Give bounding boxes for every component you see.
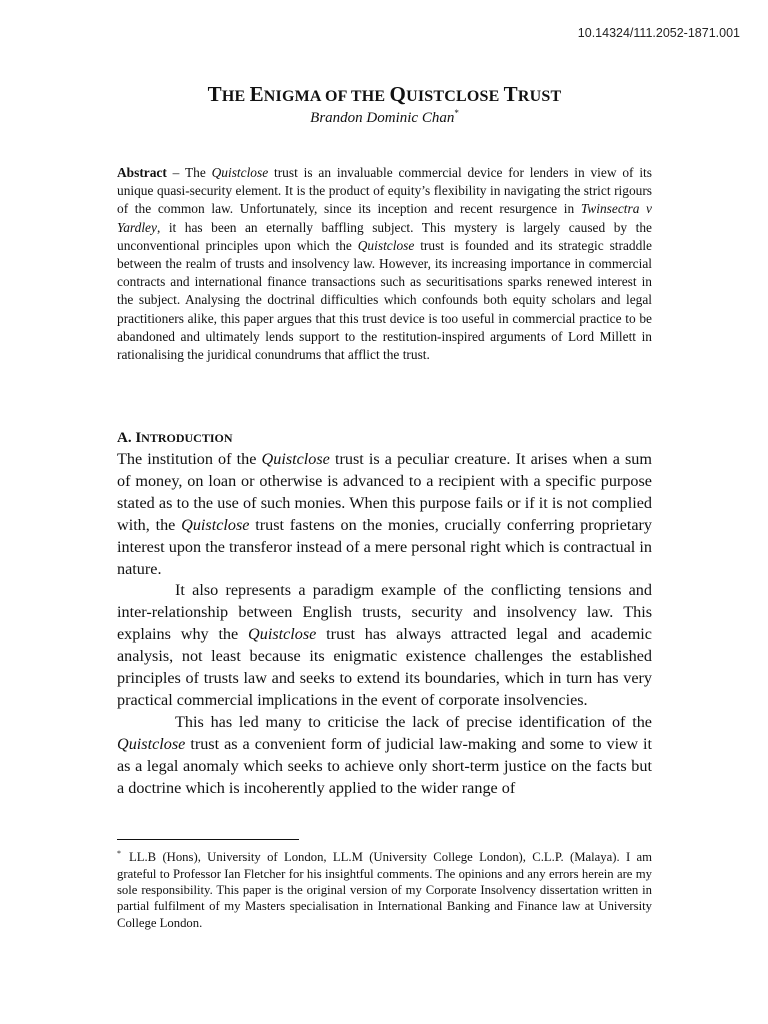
author-name: Brandon Dominic Chan* xyxy=(310,108,459,126)
paper-title: THE ENIGMA OF THE QUISTCLOSE TRUST xyxy=(207,82,562,106)
footnote-mark: * xyxy=(117,849,121,858)
section-heading: A. INTRODUCTION xyxy=(117,430,233,446)
abstract-label: Abstract xyxy=(117,165,167,180)
abstract: Abstract – The Quistclose trust is an invaluable commercial device for lenders in view of its unique quasi-security element. It is the product of equity’s flexibility in navigating the strict rigours of the common law. Unfortunately, since its inception and recent resurgence in Twinsectra v Yardley, it has been an eternally baffling subject. This mystery is largely caused by the unconventional principles upon which the Quistclose trust is founded and its strategic straddle between the realm of trusts and insolvency law. However, its increasing importance in commercial contracts and international finance transactions such as securitisations sparks renewed interest in the subject. Analysing the doctrinal difficulties which confounds both equity scholars and legal practitioners alike, this paper argues that this trust device is too useful in commercial practice to be abandoned and ultimately lends support to the restitution-inspired arguments of Lord Millett in rationalising the juridical conundrums that afflict the trust. xyxy=(117,165,652,363)
author-footnote-mark[interactable]: * xyxy=(454,108,459,118)
paragraph-3: This has led many to criticise the lack of precise identification of the Quistclose trust as a convenient form of judicial law-making and some to view it as a legal anomaly which seeks to achieve only short-term justice on the facts but a doctrine which is incoherently applied to the wider range of xyxy=(117,712,652,797)
body-text xyxy=(117,449,652,800)
footnote-divider xyxy=(117,839,299,840)
paragraph-1: The institution of the Quistclose trust is a peculiar creature. It arises when a sum of money, on loan or otherwise is advanced to a recipient with a specific purpose stated as to the use of such monies. When this purpose fails or if it is not complied with, the Quistclose trust fastens on the monies, crucially conferring proprietary interest upon the transferor instead of a mere personal right which is contractual in nature. xyxy=(117,450,652,578)
footnote: * LL.B (Hons), University of London, LL.M (University College London), C.L.P. (Malaya). I am grateful to Professor Ian Fletcher for his insightful comments. The opinions and any errors herein are my sole responsibility. This paper is the original version of my Corporate Insolvency dissertation written in partial fulfilment of my Masters specialisation in International Banking and Finance law at University College London. xyxy=(117,849,652,930)
case-citation: Twinsectra v Yardley xyxy=(117,201,652,235)
paragraph-2: It also represents a paradigm example of the conflicting tensions and inter-relationship between English trusts, security and insolvency law. This explains why the Quistclose trust has always attracted legal and academic analysis, not least because its enigmatic existence challenges the established principles of trusts law and seeks to extend its boundaries, which in turn has very practical commercial implications in the event of corporate insolvencies. xyxy=(117,581,652,709)
doi-identifier: 10.14324/111.2052-1871.001 xyxy=(577,26,740,40)
